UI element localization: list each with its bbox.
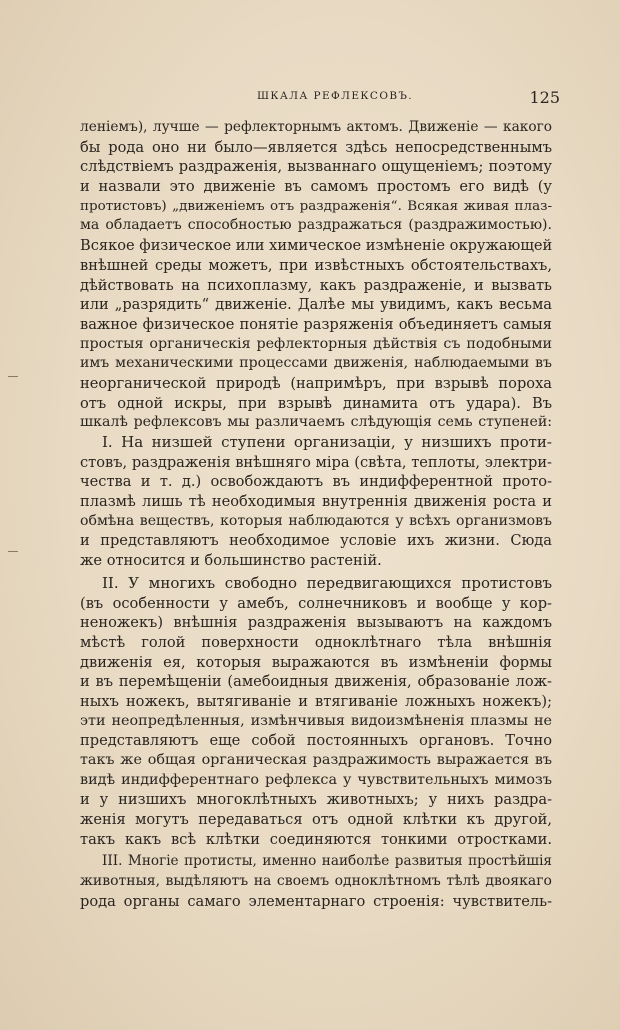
text-line: неножекъ) внѣшнія раздраженія вызываютъ на каждомъ	[80, 614, 552, 632]
text-line: же относится и большинство растеній.	[80, 552, 382, 570]
body-text	[80, 118, 552, 912]
text-line: движенія ея, которыя выражаются въ измѣненіи формы	[80, 653, 552, 671]
text-line: видѣ индифферентнаго рефлекса у чувствительныхъ мимозъ	[80, 771, 552, 788]
paragraph-start-line: I. На низшей ступени организаціи, у низшихъ проти-	[102, 433, 552, 451]
text-line: и въ перемѣщеніи (амебоидныя движенія, образованіе лож-	[80, 673, 552, 691]
text-line: внѣшней среды можетъ, при извѣстныхъ обстоятельствахъ,	[80, 256, 552, 274]
paragraph-start-line: III. Многіе протисты, именно наиболѣе развитыя простѣйшія	[102, 853, 552, 870]
text-line: важное физическое понятіе разряженія объединяетъ самыя	[80, 315, 552, 333]
text-line: плазмѣ лишь тѣ необходимыя внутреннія движенія роста и	[80, 493, 552, 511]
text-line: имъ механическими процессами движенія, наблюдаемыми въ	[80, 355, 552, 372]
text-line: неорганической природѣ (напримѣръ, при взрывѣ пороха	[80, 374, 552, 392]
text-line: простыя органическія рефлекторныя дѣйствія съ подобными	[80, 335, 552, 352]
running-title: ШКАЛА РЕФЛЕКСОВЪ.	[257, 90, 413, 102]
margin-mark	[8, 551, 18, 552]
text-line: дѣйствовать на психоплазму, какъ раздраженіе, и вызвать	[80, 276, 552, 294]
text-line: животныя, выдѣляютъ на своемъ одноклѣтномъ тѣлѣ двоякаго	[80, 873, 552, 890]
text-line: чества и т. д.) освобождаютъ въ индифферентной прото-	[80, 473, 552, 491]
page-number: 125	[529, 88, 560, 107]
text-line: леніемъ), лучше — рефлекторнымъ актомъ. Движеніе — какого	[80, 119, 552, 135]
text-line: отъ одной искры, при взрывѣ динамита отъ удара). Въ	[80, 394, 552, 412]
text-line: протистовъ) „движеніемъ отъ раздраженія“. Всякая живая плаз-	[80, 197, 552, 214]
running-head	[110, 88, 560, 110]
text-line: эти неопредѣленныя, измѣнчивыя видоизмѣненія плазмы не	[80, 712, 552, 729]
text-line: шкалѣ рефлексовъ мы различаемъ слѣдующія семь ступеней:	[80, 414, 552, 431]
text-line: ма обладаетъ способностью раздражаться (раздражимостью).	[80, 217, 552, 234]
text-line: стовъ, раздраженія внѣшняго міра (свѣта, теплоты, электри-	[80, 453, 552, 471]
text-line: бы рода оно ни было—является здѣсь непосредственнымъ	[80, 138, 552, 156]
text-line: Всякое физическое или химическое измѣненіе окружающей	[80, 237, 553, 255]
text-line: женія могутъ передаваться отъ одной клѣтки къ другой,	[80, 811, 552, 829]
text-line: мѣстѣ голой поверхности одноклѣтнаго тѣла внѣшнія	[80, 633, 552, 651]
text-line: рода органы самаго элементарнаго строенія: чувствитель-	[80, 892, 552, 910]
text-line: и назвали это движеніе въ самомъ простомъ его видѣ (у	[80, 178, 552, 196]
text-line: ныхъ ножекъ, вытягиваніе и втягиваніе ложныхъ ножекъ);	[80, 692, 552, 710]
text-line: и представляютъ необходимое условіе ихъ жизни. Сюда	[80, 532, 552, 550]
text-line: обмѣна веществъ, которыя наблюдаются у всѣхъ организмовъ	[80, 512, 552, 529]
text-line: такъ же общая органическая раздражимость выражается въ	[80, 752, 552, 768]
paragraph-start-line: II. У многихъ свободно передвигающихся протистовъ	[102, 573, 552, 592]
text-line: (въ особенности у амебъ, солнечниковъ и вообще у кор-	[80, 594, 552, 612]
text-line: такъ какъ всѣ клѣтки соединяются тонкими отростками.	[80, 830, 552, 848]
text-line: или „разрядить“ движеніе. Далѣе мы увидимъ, какъ весьма	[80, 296, 552, 314]
text-line: представляютъ еще собой постоянныхъ органовъ. Точно	[80, 732, 552, 750]
margin-mark	[8, 376, 18, 377]
text-line: и у низшихъ многоклѣтныхъ животныхъ; у нихъ раздра-	[80, 791, 552, 809]
text-line: слѣдствіемъ раздраженія, вызваннаго ощущеніемъ; поэтому	[80, 158, 552, 176]
